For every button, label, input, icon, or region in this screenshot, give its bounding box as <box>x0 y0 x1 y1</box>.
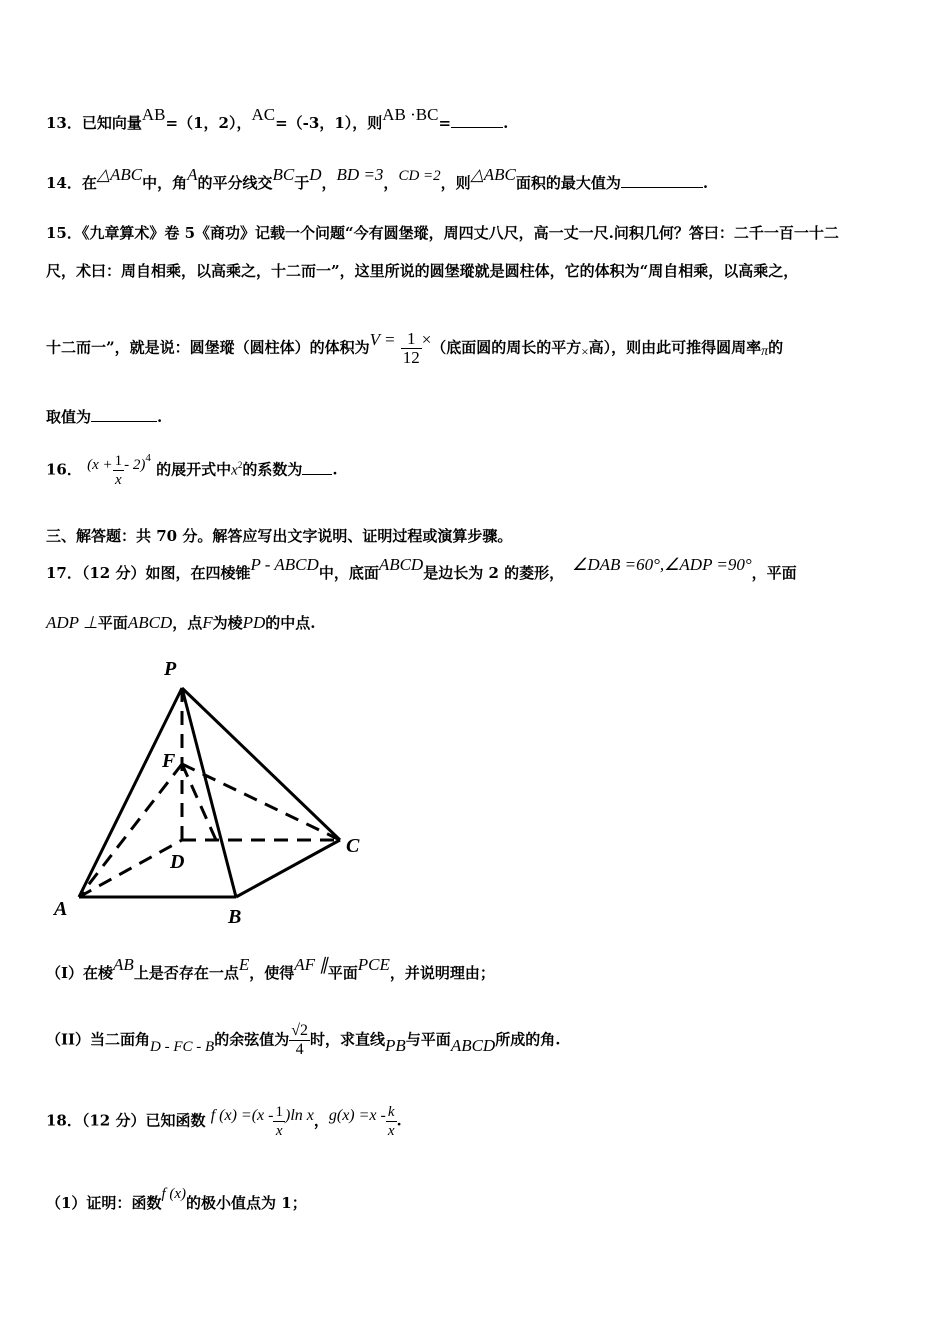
question-15-line-1: 15．《九章算术》卷 5《商功》记载一个问题“今有圆堡瑽，周四丈八尺，高一丈一尺.问积几何？答曰：二千一百一十二 <box>46 224 839 242</box>
question-18: 18．（12 分）已知函数 f (x) =(x - $\frac{1}{x}$ )ln x，g(x) =x - $\frac{k}{x}$ . <box>46 1104 402 1139</box>
question-15-line-2: 尺，术曰：周自相乘，以高乘之，十二而一”，这里所说的圆堡瑽就是圆柱体，它的体积为“周自相乘，以高乘之， <box>46 262 799 280</box>
edge-bc <box>236 840 340 897</box>
label-d: D <box>170 851 185 873</box>
answer-blank <box>621 173 703 188</box>
label-c: C <box>346 835 360 857</box>
question-14: 14．在△ABC中，角A的平分线交BC于D，BD =3，CD =2，则△ABC面积的最大值为 . <box>46 165 709 192</box>
label-b: B <box>228 906 242 928</box>
label-f: F <box>162 750 176 772</box>
fraction-sqrt2-4: $\frac{√2}{4}$ <box>291 1022 308 1058</box>
question-17: 17．（12 分）如图，在四棱锥P - ABCD中，底面ABCD是边长为 2 的菱形， ∠DAB =60°,∠ADP =90°，平面 <box>46 555 797 582</box>
question-18-part-1: （1）证明：函数f (x)的极小值点为 1； <box>46 1186 307 1212</box>
answer-blank <box>91 407 157 422</box>
question-15-line-3: 十二而一”，就是说：圆堡瑽（圆柱体）的体积为V = $\frac{1}{12}$ ×（底面圆的周长的平方×高），则由此可推得圆周率π的 <box>46 329 784 367</box>
vector-ab: AB <box>141 105 166 124</box>
segment-fa <box>79 764 185 897</box>
question-17-part-1: （I）在棱AB上是否存在一点E，使得AF ∥平面PCE，并说明理由； <box>46 955 495 982</box>
question-13: 13．已知向量AB=（1，2），AC=（-3，1），则AB ·BC= . <box>46 105 509 132</box>
question-17-line-2: ADP ⊥平面ABCD，点F为棱PD的中点. <box>46 613 316 632</box>
fraction-1-12: $\frac{1}{12}$ <box>402 329 420 367</box>
edge-pb <box>182 688 236 897</box>
question-17-part-2: （II）当二面角D - FC - B的余弦值为 $\frac{√2}{4}$ 时，求直线PB与平面ABCD所成的角. <box>46 1022 561 1058</box>
pyramid-figure <box>50 655 380 935</box>
edge-pa <box>79 688 185 897</box>
question-15-line-4: 取值为 . <box>46 408 163 426</box>
vector-ac: AC <box>251 105 276 124</box>
question-16: 16． (x + $\frac{1}{x}$ - 2)$^4$ 的展开式中$x^2$的系数为 . <box>46 451 338 488</box>
answer-blank <box>302 460 332 475</box>
answer-blank <box>451 113 503 128</box>
label-p: P <box>164 658 177 680</box>
section-heading: 三、解答题：共 70 分。解答应写出文字说明、证明过程或演算步骤。 <box>46 527 513 545</box>
vector-product: AB ·BC <box>382 105 439 124</box>
label-a: A <box>54 898 68 920</box>
segment-fc <box>182 764 340 840</box>
